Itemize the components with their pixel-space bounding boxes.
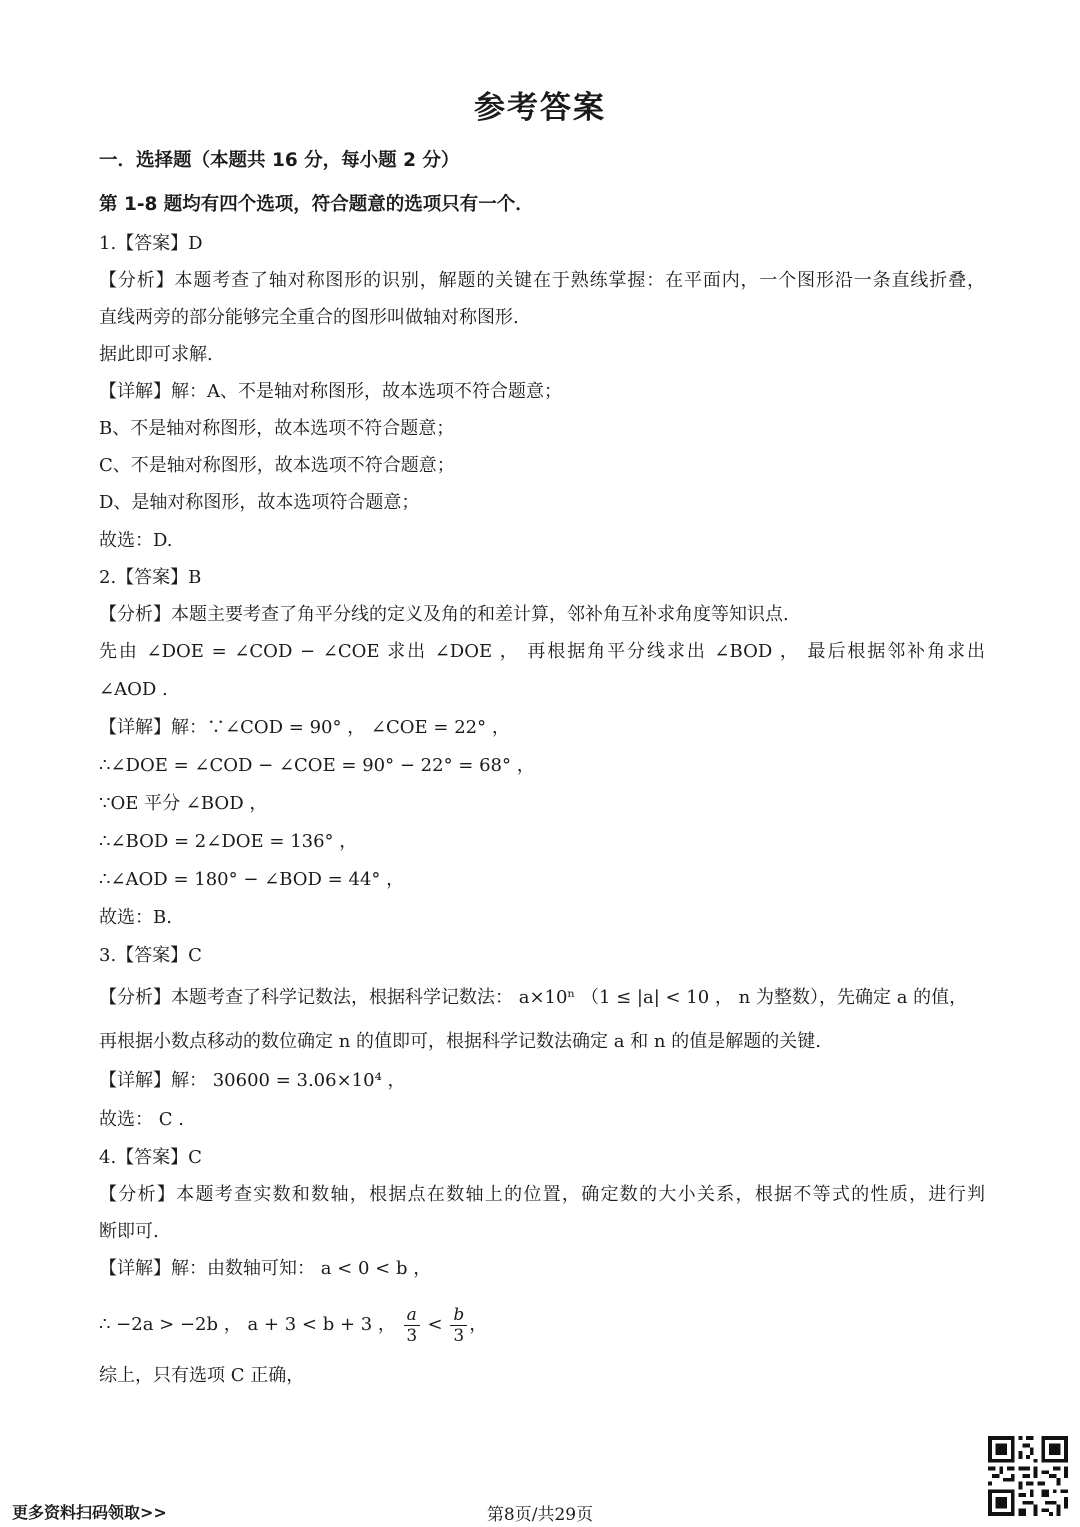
choice-2: 故选：B. — [99, 907, 172, 928]
fraction-b-over-3: $\frac{b}{3}$ — [450, 1305, 467, 1346]
detail-2-line-2: ∴∠DOE = ∠COD − ∠COE = 90° − 22° = 68° ， — [99, 755, 535, 776]
detail-3-line-1: 【详解】解： 30600 = 3.06×10⁴ ， — [99, 1070, 406, 1091]
footer-promo-link[interactable]: 更多资料扫码领取>> — [12, 1503, 167, 1522]
detail-2-line-4: ∴∠BOD = 2∠DOE = 136° ， — [99, 831, 358, 852]
fraction-a-over-3: $\frac{a}{3}$ — [404, 1305, 420, 1346]
page-number: 第8页/共29页 — [486, 1505, 594, 1525]
conclusion-4: 综上，只有选项 C 正确， — [99, 1365, 305, 1386]
analysis-2-line-1: 【分析】本题主要考查了角平分线的定义及角的和差计算，邻补角互补求角度等知识点. — [99, 604, 789, 625]
analysis-2-line-2: 先由 ∠DOE = ∠COD − ∠COE 求出 ∠DOE ， 再根据角平分线求出 ∠BOD ， 最后根据邻补角求出 — [99, 641, 985, 662]
analysis-4-line-1: 【分析】本题考查实数和数轴，根据点在数轴上的位置，确定数的大小关系，根据不等式的性质，进行判 — [99, 1184, 985, 1205]
detail-2-line-5: ∴∠AOD = 180° − ∠BOD = 44° ， — [99, 869, 405, 890]
choice-1: 故选：D. — [99, 530, 173, 551]
detail-1-line-1: 【详解】解：A、不是轴对称图形，故本选项不符合题意； — [99, 381, 562, 402]
choice-3: 故选： C . — [99, 1109, 184, 1130]
detail-2-line-3: ∵OE 平分 ∠BOD ， — [99, 793, 268, 814]
answer-1: 1.【答案】D — [99, 233, 203, 254]
analysis-3-line-2: 再根据小数点移动的数位确定 n 的值即可，根据科学记数法确定 a 和 n 的值是解题的关键. — [99, 1031, 821, 1052]
detail-4-line-2: ∴ −2a > −2b ， a + 3 < b + 3 ， $\frac{a}{3}$ < $\frac{b}{3}$ ， — [99, 1304, 488, 1346]
answer-2: 2.【答案】B — [99, 567, 202, 588]
analysis-3-line-1: 【分析】本题考查了科学记数法，根据科学记数法： a×10ⁿ （1 ≤ |a| < 10 ， n 为整数），先确定 a 的值， — [99, 987, 968, 1008]
detail-2-line-1: 【详解】解：∵∠COD = 90° ， ∠COE = 22° ， — [99, 717, 510, 738]
answer-3: 3.【答案】C — [99, 945, 202, 966]
section-heading: 一．选择题（本题共 16 分，每小题 2 分） — [99, 150, 460, 171]
analysis-1-line-2: 直线两旁的部分能够完全重合的图形叫做轴对称图形. — [99, 307, 519, 328]
section-subheading: 第 1-8 题均有四个选项，符合题意的选项只有一个． — [99, 194, 534, 215]
inequality-text: ∴ −2a > −2b ， a + 3 < b + 3 ， — [99, 1314, 396, 1335]
detail-1-line-3: C、不是轴对称图形，故本选项不符合题意； — [99, 455, 455, 476]
detail-4-line-1: 【详解】解：由数轴可知： a < 0 < b ， — [99, 1258, 432, 1279]
page-title: 参考答案 — [474, 90, 606, 126]
analysis-1-line-3: 据此即可求解. — [99, 344, 213, 365]
detail-1-line-4: D、是轴对称图形，故本选项符合题意； — [99, 492, 420, 513]
analysis-4-line-2: 断即可. — [99, 1221, 159, 1242]
answer-4: 4.【答案】C — [99, 1147, 202, 1168]
analysis-1-line-1: 【分析】本题考查了轴对称图形的识别，解题的关键在于熟练掌握：在平面内，一个图形沿一条直线折叠， — [99, 270, 985, 291]
detail-1-line-2: B、不是轴对称图形，故本选项不符合题意； — [99, 418, 455, 439]
fraction-operator: < — [427, 1314, 443, 1335]
analysis-2-line-3: ∠AOD . — [99, 679, 168, 700]
